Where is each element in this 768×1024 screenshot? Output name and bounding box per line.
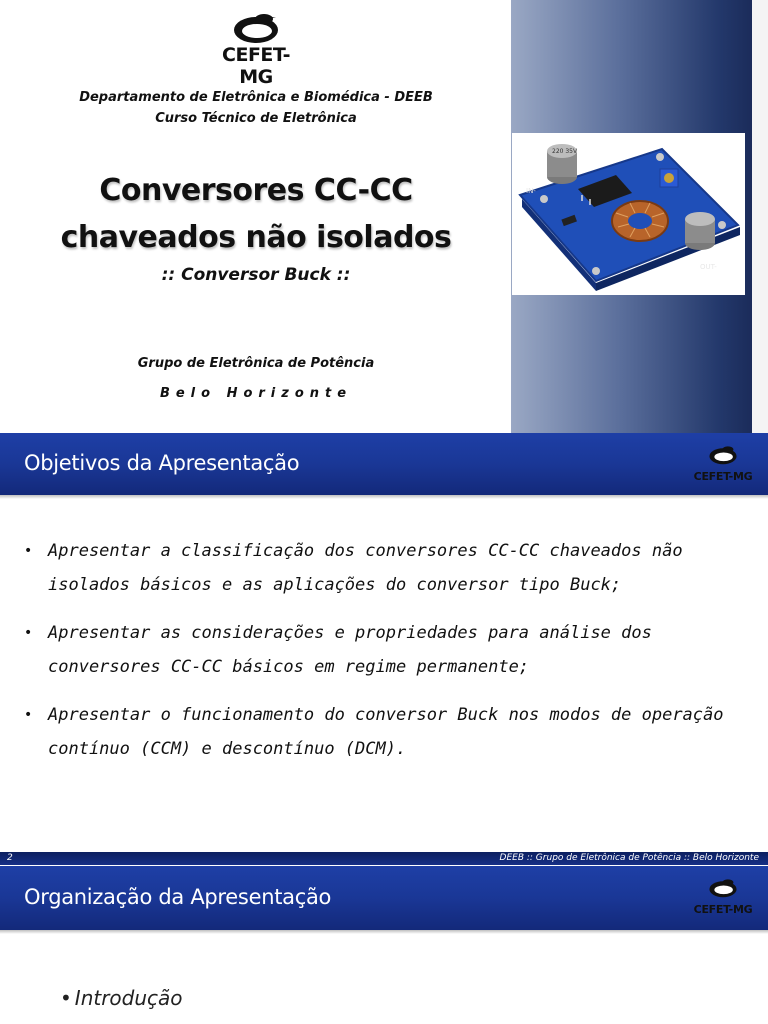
- title-slide: [0, 0, 768, 433]
- course-name: Curso Técnico de Eletrônica: [155, 111, 357, 126]
- objective-item: • Apresentar as considerações e propriedades para análise dos conversores CC-CC básicos em regime permanente;: [24, 616, 754, 684]
- outline-item-label: Introdução: [74, 986, 183, 1010]
- cefet-swoosh-icon: [230, 10, 282, 46]
- title-line-1: Conversores CC-CC: [99, 173, 413, 208]
- footer-text: DEEB :: Grupo de Eletrônica de Potência :: Belo Horizonte: [499, 853, 759, 863]
- outline-item: • Introdução: [60, 986, 183, 1010]
- group-name: Grupo de Eletrônica de Potência: [137, 356, 375, 371]
- logo-text: CEFET-MG: [693, 470, 753, 483]
- cefet-logo: [206, 10, 306, 88]
- objectives-list: [24, 534, 754, 780]
- city-name: Belo Horizonte: [159, 386, 353, 401]
- buck-module-photo: [512, 133, 745, 295]
- slide2-title: Objetivos da Apresentação: [24, 451, 300, 475]
- slide2-cefet-logo: [690, 441, 756, 485]
- page-number: 2: [7, 853, 13, 863]
- slide2-footer: [0, 852, 768, 865]
- slide3-title: Organização da Apresentação: [24, 885, 332, 909]
- subtitle: :: Conversor Buck ::: [161, 265, 351, 285]
- cefet-swoosh-icon: [707, 876, 739, 900]
- cap-label: 220 35V: [552, 148, 578, 155]
- objective-item: • Apresentar a classificação dos conversores CC-CC chaveados não isolados básicos e as aplicações do conversor tipo Buck;: [24, 534, 754, 602]
- cefet-swoosh-icon: [707, 443, 739, 467]
- department-name: Departamento de Eletrônica e Biomédica - DEEB: [79, 90, 433, 105]
- buck-board-image: [512, 133, 745, 295]
- logo-text: CEFET-MG: [222, 44, 290, 88]
- objective-item: • Apresentar o funcionamento do conversor Buck nos modos de operação contínuo (CCM) e descontínuo (DCM).: [24, 698, 754, 766]
- slide3-cefet-logo: [690, 874, 756, 918]
- board-in-label: IN-: [526, 187, 536, 195]
- logo-text: CEFET-MG: [693, 903, 753, 916]
- board-out-label: OUT-: [700, 263, 717, 271]
- slide2-header-bar: [0, 433, 768, 495]
- title-line-2: chaveados não isolados: [60, 220, 452, 255]
- slide3-header-bar: [0, 866, 768, 930]
